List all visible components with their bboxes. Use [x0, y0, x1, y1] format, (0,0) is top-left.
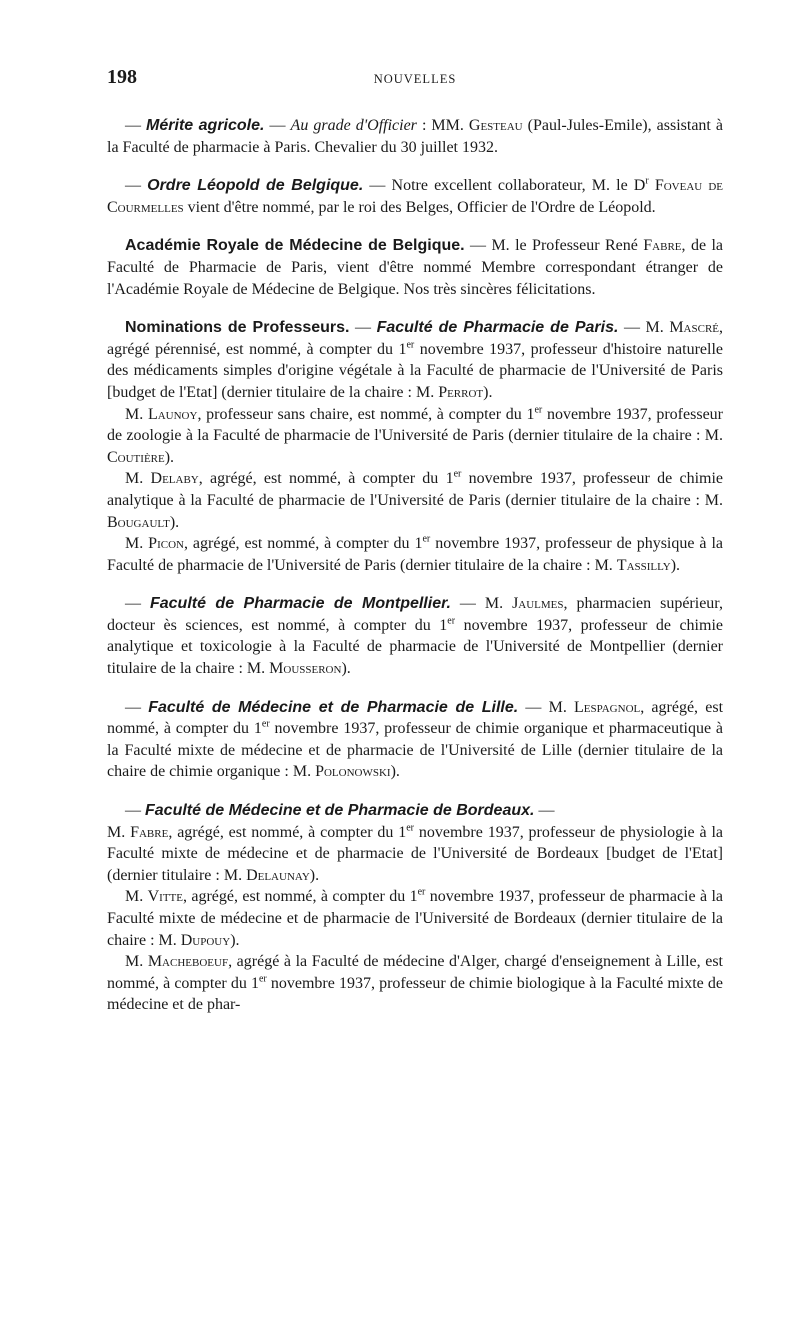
document-page — [107, 62, 723, 1016]
nomination-launoy-paragraph: M. Launoy, professeur sans chaire, est nommé, à compter du 1er novembre 1937, professeur de zoologie à la Faculté de pharmacie de l'Université de Paris (dernier titulaire de la chaire : M. Coutière). — [107, 404, 723, 466]
person-name: Lespagnol — [574, 698, 641, 716]
section-heading: Nominations de Professeurs. — [125, 319, 350, 337]
nomination-macheboeuf-paragraph: M. Macheboeuf, agrégé à la Faculté de médecine d'Alger, chargé d'enseignement à Lille, est nommé, à compter du 1er novembre 1937, professeur de chimie biologique à la Faculté mixte de médecine et de phar- — [107, 953, 724, 1014]
page-number: 198 — [107, 66, 137, 88]
running-head: NOUVELLES — [373, 72, 457, 86]
section-heading: Ordre Léopold de Belgique. — [147, 177, 364, 195]
section-heading: Académie Royale de Médecine de Belgique. — [125, 237, 465, 255]
nominations-paris-paragraph: Nominations de Professeurs. — Faculté de Pharmacie de Paris. — M. Mascré, agrégé pérennisé, est nommé, à compter du 1er novembre 1937, professeur d'histoire naturelle des médicaments simples d'origine végétale à la Faculté de pharmacie de l'Université de Paris [budget de l'Etat] (dernier titulaire de la chaire : M. Perrot). — [107, 319, 723, 401]
academie-paragraph: Académie Royale de Médecine de Belgique. — M. le Professeur René Fabre, de la Faculté de Pharmacie de Paris, vient d'être nommé Membre correspondant étranger de l'Académie Royale de Médecine de Belgique. Nos très sincères félicitations. — [107, 237, 724, 298]
montpellier-paragraph: — Faculté de Pharmacie de Montpellier. — M. Jaulmes, pharmacien supérieur, docteur ès sciences, est nommé, à compter du 1er novembre 1937, professeur de chimie analytique et toxicologie à la Faculté de pharmacie de l'Université de Montpellier (dernier titulaire de la chaire : M. Mousseron). — [107, 595, 723, 678]
person-name: Fabre — [130, 823, 169, 841]
person-name: Macheboeuf — [147, 953, 229, 971]
section-subheading: Faculté de Pharmacie de Paris. — [376, 319, 619, 337]
nomination-picon-paragraph: M. Picon, agrégé, est nommé, à compter du 1er novembre 1937, professeur de physique à la Faculté de pharmacie de l'Université de Paris (dernier titulaire de la chaire : M. Tassilly). — [107, 533, 723, 574]
section-heading: Faculté de Médecine et de Pharmacie de Bordeaux. — [145, 802, 535, 820]
section-heading: Faculté de Médecine et de Pharmacie de Lille. — [148, 698, 519, 716]
lille-paragraph: — Faculté de Médecine et de Pharmacie de Lille. — M. Lespagnol, agrégé, est nommé, à compter du 1er novembre 1937, professeur de chimie organique et pharmaceutique à la Faculté mixte de médecine et de pharmacie de l'Université de Lille (dernier titulaire de la chaire de chimie organique : M. Polonowski). — [107, 698, 724, 781]
person-name: Vitte — [147, 888, 183, 906]
person-name: Gesteau — [468, 117, 523, 134]
section-heading: Faculté de Pharmacie de Montpellier. — [149, 595, 451, 613]
person-name: Delaby — [150, 470, 199, 488]
nomination-vitte-paragraph: M. Vitte, agrégé, est nommé, à compter du 1er novembre 1937, professeur de pharmacie à la Faculté mixte de médecine et de pharmacie de l'Université de Bordeaux (dernier titulaire de la chaire : M. Dupouy). — [107, 887, 723, 949]
person-name: Jaulmes — [512, 595, 564, 613]
ordre-leopold-paragraph: — Ordre Léopold de Belgique. — Notre excellent collaborateur, M. le $D^r$ Foveau de Courmelles vient d'être nommé, par le roi des Belges, Officier de l'Ordre de Léopold. — [107, 175, 724, 216]
merite-agricole-paragraph: — Mérite agricole. — Au grade d'Officier : MM. Gesteau (Paul-Jules-Emile), assistant à la Faculté de pharmacie à Paris. Chevalier du 30 juillet 1932. — [107, 117, 724, 156]
person-name: Foveau de Courmelles — [107, 177, 724, 216]
nomination-delaby-paragraph: M. Delaby, agrégé, est nommé, à compter du 1er novembre 1937, professeur de chimie analytique à la Faculté de pharmacie de l'Université de Paris (dernier titulaire de la chaire : M. Bougault). — [107, 468, 724, 531]
person-name: Mascré — [669, 319, 719, 337]
bordeaux-heading-paragraph: — Faculté de Médecine et de Pharmacie de Bordeaux. — — [125, 802, 555, 820]
person-name: Launoy — [147, 405, 198, 423]
person-name: Fabre — [643, 237, 682, 255]
person-name: Picon — [148, 535, 184, 553]
section-heading: Mérite agricole. — [146, 117, 265, 134]
nomination-fabre-paragraph: M. Fabre, agrégé, est nommé, à compter du 1er novembre 1937, professeur de physiologie à la Faculté mixte de médecine et de pharmacie de l'Université de Bordeaux [budget de l'Etat] (dernier titulaire : M. Delaunay). — [107, 822, 724, 884]
page-header — [107, 62, 723, 92]
